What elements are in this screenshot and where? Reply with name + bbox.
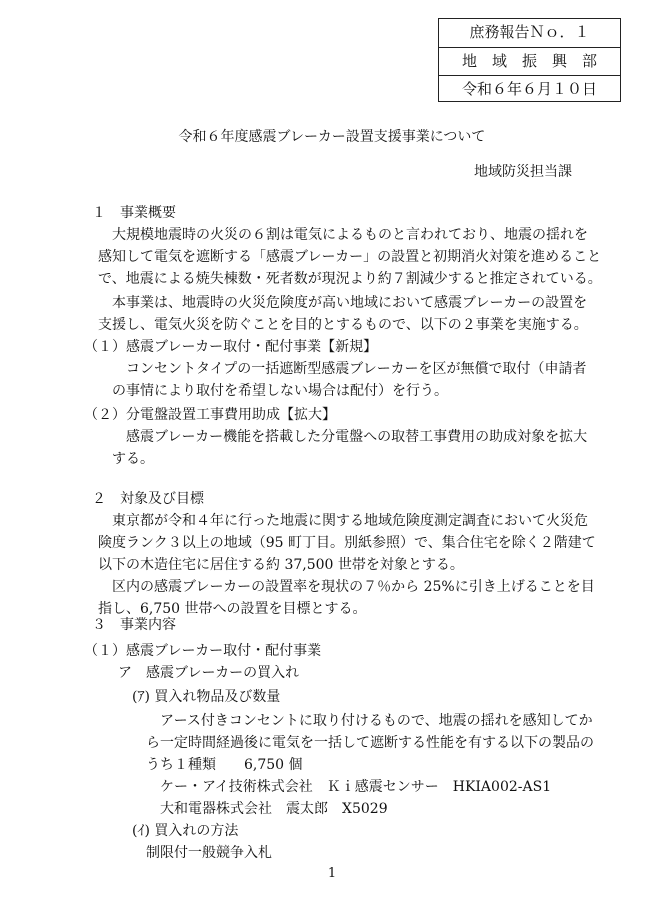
- report-header-box: [438, 18, 621, 102]
- section-1-item-1-line1: コンセントタイプの一括遮断型感震ブレーカーを区が無償で取付（申請者: [126, 361, 587, 377]
- section-2-p2-line2: 指し、6,750 世帯への設置を目標とする。: [98, 601, 367, 617]
- section-3-item-a1-line1: アース付きコンセントに取り付けるもので、地震の揺れを感知してか: [160, 713, 593, 729]
- section-3-item-a1-line2: ら一定時間経過後に電気を一括して遮断する性能を有する以下の製品の: [146, 735, 594, 751]
- section-3-item-a2-title: (ｲ) 買入れの方法: [132, 823, 239, 839]
- section-2-p1-line1: 東京都が令和４年に行った地震に関する地域危険度測定調査において火災危: [112, 513, 588, 529]
- section-1-p1-line3: で、地震による焼失棟数・死者数が現況より約７割減少すると推定されている。: [98, 271, 602, 287]
- section-1-p2-line2: 支援し、電気火災を防ぐことを目的とするもので、以下の２事業を実施する。: [98, 317, 588, 333]
- department-name: 地 域 振 興 部: [439, 47, 620, 75]
- section-2-p1-line2: 険度ランク３以上の地域（95 町丁目。別紙参照）で、集合住宅を除く２階建て: [98, 535, 596, 551]
- document-title: 令和６年度感震ブレーカー設置支援事業について: [178, 129, 486, 145]
- section-1-p1-line1: 大規模地震時の火災の６割は電気によるものと言われており、地震の揺れを: [112, 227, 588, 243]
- report-number: 庶務報告Ｎｏ．１: [469, 23, 590, 41]
- section-1-item-2-line1: 感震ブレーカー機能を搭載した分電盤への取替工事費用の助成対象を拡大: [126, 429, 588, 445]
- product-entry-2: 大和電器株式会社 震太郎 X5029: [160, 801, 388, 817]
- section-1-item-2-line2: する。: [112, 451, 154, 467]
- report-date: 令和６年６月１０日: [439, 75, 620, 103]
- section-3-item-a1-line3: うち１種類 6,750 個: [146, 757, 303, 773]
- product-entry-1: ケー・アイ技術株式会社 Ｋｉ感震センサー HKIA002-AS1: [160, 779, 552, 795]
- section-2-p1-line3: 以下の木造住宅に居住する約 37,500 世帯を対象とする。: [98, 557, 464, 573]
- section-2-heading: ２ 対象及び目標: [92, 491, 204, 507]
- section-3-sub-a: ア 感震ブレーカーの買入れ: [118, 665, 300, 681]
- section-1-item-1-line2: の事情により取付を希望しない場合は配付）を行う。: [112, 383, 448, 399]
- section-3-sub-1: （１）感震ブレーカー取付・配付事業: [84, 643, 322, 659]
- section-1-item-1-title: （１）感震ブレーカー取付・配付事業【新規】: [84, 339, 378, 355]
- page-number: 1: [327, 866, 337, 881]
- section-3-heading: ３ 事業内容: [92, 617, 176, 633]
- section-3-item-a1-title: (ｱ) 買入れ物品及び数量: [132, 689, 281, 705]
- section-owner: 地域防災担当課: [474, 164, 572, 180]
- section-1-item-2-title: （２）分電盤設置工事費用助成【拡大】: [84, 407, 336, 423]
- section-1-p2-line1: 本事業は、地震時の火災危険度が高い地域において感震ブレーカーの設置を: [112, 295, 588, 311]
- section-1-p1-line2: 感知して電気を遮断する「感震ブレーカー」の設置と初期消火対策を進めること: [98, 249, 602, 265]
- section-1-heading: １ 事業概要: [92, 205, 176, 221]
- section-2-p2-line1: 区内の感震ブレーカーの設置率を現状の７％から 25%に引き上げることを目: [112, 579, 595, 595]
- section-3-item-a2-text: 制限付一般競争入札: [146, 845, 272, 861]
